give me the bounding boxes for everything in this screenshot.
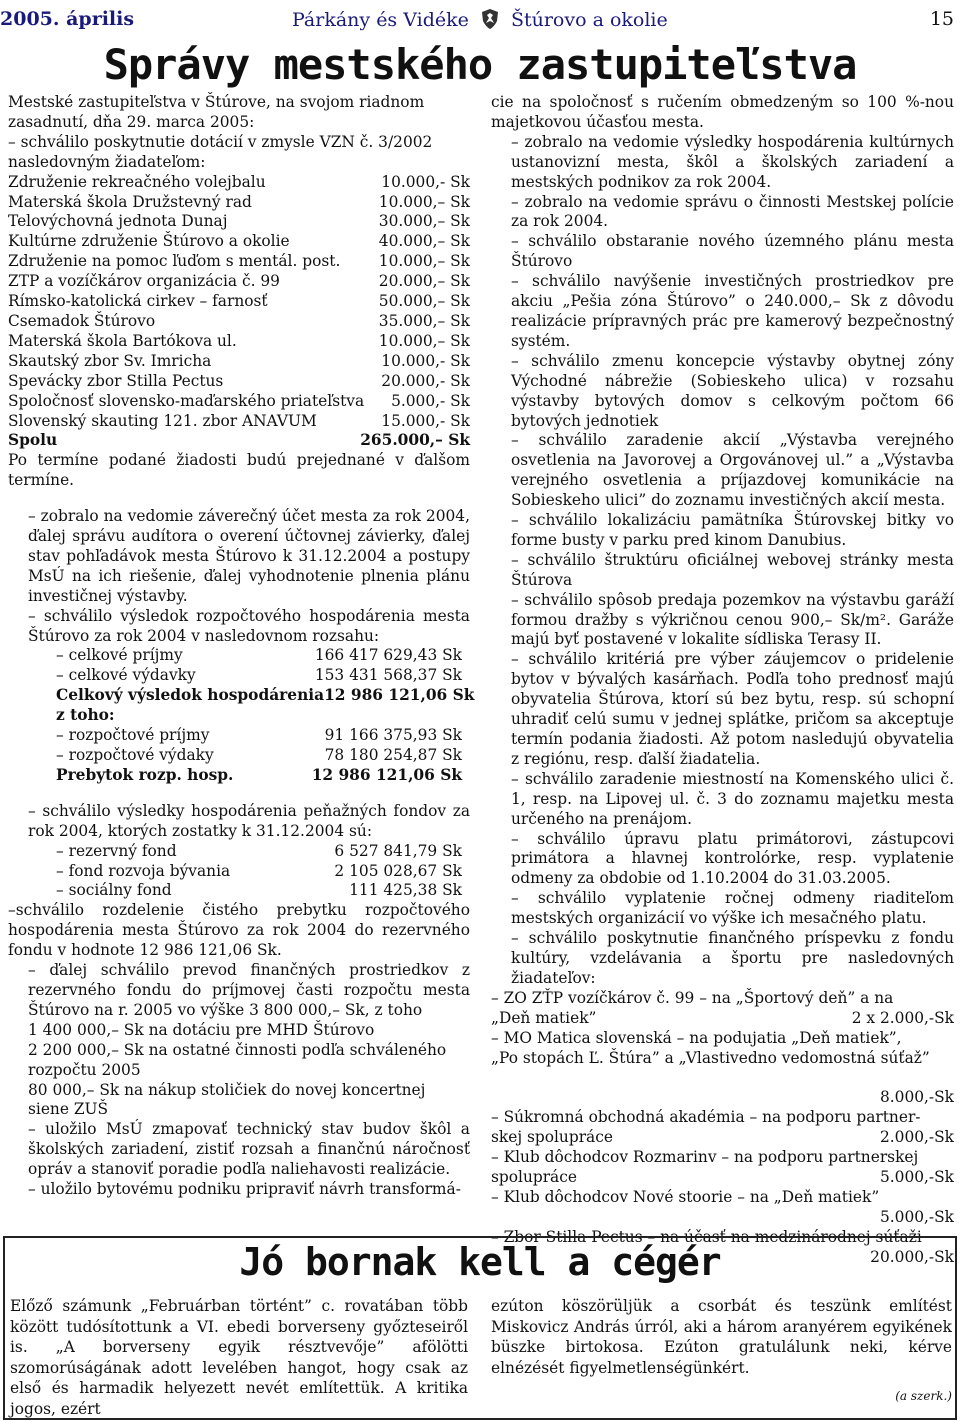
grant-amount: 8.000,-Sk xyxy=(879,1088,954,1107)
fund-row xyxy=(8,862,470,882)
budget-label: – rozpočtové výdaky xyxy=(56,746,214,764)
fund-row xyxy=(8,842,470,862)
resolution-paragraph: – schválilo kritériá pre výber záujemcov o pridelenie bytov v bývalých kasárňach. Podľa toho prednosť majú obyvatelia Štúrova, ktorí sú bez bytu, resp. sú schopní uhradiť celú sumu v jednej splátke, pričom sa akceptuje termín podania žiadosti. Až potom nasledujú obyvatelia z regiónu, resp. ďalší žiadatelia. xyxy=(511,650,954,768)
paragraph: 2 200 000,– Sk na ostatné činnosti podľa schváleného rozpočtu 2005 xyxy=(28,1040,447,1079)
grants-total: Spolu 265.000,– Sk xyxy=(8,431,470,450)
paragraph: – uložilo bytovému podniku pripraviť návrh transformá- xyxy=(28,1180,461,1199)
budget-table xyxy=(8,646,475,785)
article-title: Správy mestského zastupiteľstva xyxy=(103,40,857,89)
budget-label: z toho: xyxy=(56,706,115,725)
grant-row xyxy=(8,292,470,312)
grants-table xyxy=(8,173,470,432)
grant-row xyxy=(8,232,470,252)
after-note: Po termíne podané žiadosti budú prejednané v ďalšom termíne. xyxy=(8,451,470,490)
grant-amount: 10.000,- Sk xyxy=(381,172,470,191)
grant-row xyxy=(8,312,470,332)
paragraph: – schválilo výsledky hospodárenia peňažných fondov za rok 2004, ktorých zostatky k 31.12.2004 sú: xyxy=(28,801,470,840)
signature: (a szerk.) xyxy=(895,1389,952,1404)
resolution-paragraph: – schválilo obstaranie nového územného plánu mesta Štúrovo xyxy=(511,232,954,271)
resolution-paragraph: – schválilo zaradenie miestností na Komenského ulici č. 1, resp. na Lipovej ul. č. 3 do zoznamu majetku mesta určeného na prenájom. xyxy=(511,769,954,828)
fund-label: – rezervný fond xyxy=(56,841,177,860)
grant-amount: 5.000,-Sk xyxy=(879,1207,954,1226)
grant-line: „Po stopách Ľ. Štúra” a „Vlastivedno vedomostná súťaž” xyxy=(491,1048,930,1067)
paragraph: 1 400 000,– Sk na dotáciu pre MHD Štúrovo xyxy=(28,1020,375,1039)
budget-row xyxy=(8,766,470,786)
fund-label: – sociálny fond xyxy=(56,881,172,900)
grant-amount: 10.000,- Sk xyxy=(381,351,470,370)
grant-name: Združenie na pomoc ľuďom s mentál. post. xyxy=(8,252,341,271)
grant-line: skej spolupráce 2.000,-Sk xyxy=(491,1128,954,1147)
paragraph: 80 000,– Sk na nákup stoličiek do novej koncertnej siene ZUŠ xyxy=(28,1080,426,1119)
paragraph: –schválilo rozdelenie čistého prebytku rozpočtového hospodárenia mesta Štúrovo za rok 2004 do rezervného fondu v hodnote 12 986 121,06 Sk. xyxy=(8,901,470,960)
budget-row xyxy=(8,706,470,726)
grant-amount: 10.000,– Sk xyxy=(378,192,470,211)
grant-row xyxy=(8,332,470,352)
grant-line: – Klub dôchodcov Nové stoorie – na „Deň matiek” xyxy=(491,1187,880,1206)
intro-block xyxy=(8,93,470,173)
column-right xyxy=(491,93,954,1268)
page-header xyxy=(0,0,960,36)
grant-amount: 10.000,– Sk xyxy=(378,252,470,271)
fund-row xyxy=(8,881,470,901)
grant-name: Slovenský skauting 121. zbor ANAVUM xyxy=(8,411,317,430)
budget-value: 12 986 121,06 Sk xyxy=(311,765,462,784)
grant-line: – ZO ZŤP vozíčkárov č. 99 – na „Športový deň” a na xyxy=(491,988,894,1007)
grant-amount: 35.000,– Sk xyxy=(378,311,470,330)
grant-row xyxy=(8,252,470,272)
grant-line: spolupráce 5.000,-Sk xyxy=(491,1168,954,1187)
column-left xyxy=(8,93,475,1200)
box-text-left: Előző számunk „Februárban történt” c. rovatában több között tudósítottunk a VI. ebedi borverseny győzteseiről is. „A borverseny egyik résztvevője” afölötti szomorúságának adott levelében hangot, hogy csak az első és harmadik helyezett nevét említettük. A kritika jogos, ezért xyxy=(10,1297,468,1418)
grant-name: Rímsko-katolická cirkev – farnosť xyxy=(8,292,268,311)
grant-name: Skautský zbor Sv. Imricha xyxy=(8,351,212,370)
grant-line: – MO Matica slovenská – na podujatia „Deň matiek”, xyxy=(491,1028,902,1047)
intro-line: zasadnutí, dňa 29. marca 2005: xyxy=(8,112,255,131)
funds-table xyxy=(8,842,470,902)
page-number: 15 xyxy=(929,8,954,30)
grant-amount: 20.000,- Sk xyxy=(381,371,470,390)
grant-line: – Zbor Stilla Pectus – na účasť na medzinárodnej súťaži xyxy=(491,1227,922,1246)
grant-amount: 5.000,- Sk xyxy=(391,391,470,410)
grant-row xyxy=(8,392,470,412)
grant-name: Združenie rekreačného volejbalu xyxy=(8,172,266,191)
budget-row xyxy=(8,666,470,686)
grant-name: Kultúrne združenie Štúrovo a okolie xyxy=(8,232,290,251)
budget-value: 91 166 375,93 Sk xyxy=(324,726,462,745)
grant-name: Telovýchovná jednota Dunaj xyxy=(8,212,228,231)
resolution-paragraph: – schválilo lokalizáciu pamätníka Štúrovskej bitky vo forme busty v parku pred kinom Danubius. xyxy=(511,511,954,549)
intro-line: Mestské zastupiteľstva v Štúrove, na svojom riadnom xyxy=(8,93,425,111)
fund-value: 2 105 028,67 Sk xyxy=(334,861,462,880)
coat-of-arms-icon xyxy=(479,8,501,30)
grant-name: Materská škola Družstevný rad xyxy=(8,192,252,211)
fund-label: – fond rozvoja bývania xyxy=(56,861,231,880)
budget-label: – rozpočtové príjmy xyxy=(56,726,210,745)
fund-value: 111 425,38 Sk xyxy=(349,881,462,900)
grant-amount: 50.000,– Sk xyxy=(378,292,470,311)
grant-amount: 10.000,– Sk xyxy=(378,331,470,350)
publication-name-hu: Párkány és Vidéke xyxy=(292,9,469,31)
budget-label: – celkové výdavky xyxy=(56,666,196,685)
resolution-paragraph: – schválilo vyplatenie ročnej odmeny riaditeľom mestských organizácií vo výške ich mesačného platu. xyxy=(511,889,954,928)
grant-row xyxy=(8,372,470,392)
grant-name: Spoločnosť slovensko-maďarského priateľstva xyxy=(8,391,365,410)
grant-name: Csemadok Štúrovo xyxy=(8,311,156,330)
budget-row xyxy=(8,726,470,746)
resolution-paragraph: – schválilo spôsob predaja pozemkov na výstavbu garáží formou dražby s výkričnou cenou 900,– Sk/m². Garáže majú byť postavené v lokalite sídliska Terasy II. xyxy=(511,590,954,649)
budget-label: Prebytok rozp. hosp. xyxy=(56,765,234,784)
budget-value: 166 417 629,43 Sk xyxy=(314,646,462,665)
budget-row xyxy=(8,746,470,766)
header-publication xyxy=(292,8,668,31)
budget-value: 12 986 121,06 Sk xyxy=(324,686,475,705)
grant-amount: 40.000,– Sk xyxy=(378,232,470,251)
budget-row xyxy=(8,686,475,706)
grant-name: Spevácky zbor Stilla Pectus xyxy=(8,371,224,390)
paragraph: – schválilo výsledok rozpočtového hospodárenia mesta Štúrovo za rok 2004 v nasledovnom rozsahu: xyxy=(28,606,470,645)
paragraph: – uložilo MsÚ zmapovať technický stav budov škôl a školských zariadení, zistiť rozsah a finančnú náročnosť opráv a stanoviť poradie podľa naliehavosti realizácie. xyxy=(28,1120,470,1179)
grant-amount: 20.000,-Sk xyxy=(870,1247,954,1266)
resolution-paragraph: – schválilo zaradenie akcií „Výstavba verejného osvetlenia na Javorovej a Orgovánovej ul.” a „Výstavba verejného osvetlenia a príjazdovej komunikácie na Sobieskeho ulici” do zoznamu investičných akcií mesta. xyxy=(511,431,954,510)
grant-row xyxy=(8,352,470,372)
grant-name: Materská škola Bartókova ul. xyxy=(8,331,237,350)
issue-date: 2005. április xyxy=(0,8,135,30)
grant-amount: 30.000,– Sk xyxy=(378,212,470,231)
grant-line: – Súkromná obchodná akadémia – na podporu partner- xyxy=(491,1108,921,1127)
box-text-right: ezúton köszörüljük a csorbát és teszünk említést Miskovicz András úrról, aki a három aranyérem egyikének büszke birtokosa. Ezúton gratulálunk neki, kérve elnézését figyelmetlenségünkért. (a szerk.) xyxy=(491,1296,952,1407)
fund-value: 6 527 841,79 Sk xyxy=(334,841,462,860)
grant-row xyxy=(8,193,470,213)
resolution-paragraph: – schválilo poskytnutie finančného príspevku z fondu kultúry, vzdelávania a športu pre nasledovných žiadateľov: xyxy=(511,929,954,987)
grant-row xyxy=(8,212,470,232)
grant-amount: 15.000,- Sk xyxy=(381,411,470,430)
grant-row xyxy=(8,272,470,292)
resolution-paragraph: cie na spoločnosť s ručením obmedzeným so 100 %-nou majetkovou účasťou mesta. xyxy=(491,93,954,131)
grant-name: ZTP a vozíčkárov organizácia č. 99 xyxy=(8,272,280,291)
grant-row xyxy=(8,412,470,432)
paragraph: – zobralo na vedomie záverečný účet mesta za rok 2004, ďalej správu audítora o overení účtovnej závierky, ďalej stav pohľadávok mesta Štúrovo k 31.12.2004 a postupy MsÚ na ich riešenie, ďalej vyhodnotenie plnenia plánu investičnej výstavby. xyxy=(28,507,470,605)
intro-line: nasledovným žiadateľom: xyxy=(8,152,206,171)
intro-line: – schválilo poskytnutie dotácií v zmysle VZN č. 3/2002 xyxy=(8,132,433,151)
budget-value: 78 180 254,87 Sk xyxy=(324,746,462,764)
budget-label: – celkové príjmy xyxy=(56,646,183,665)
resolution-paragraph: – schválilo zmenu koncepcie výstavby obytnej zóny Východné nábrežie (Sobieskeho ulica) v rozsahu výstavby bytových domov s celkovým počtom 66 bytových jednotiek xyxy=(511,351,954,430)
resolution-paragraph: – schválilo úpravu platu primátorovi, zástupcovi primátora a hlavnej kontrolórke, resp. vyplatenie odmeny za obdobie od 1.10.2004 do 31.03.2005. xyxy=(511,829,954,888)
resolutions-list xyxy=(491,93,954,989)
grant-amount: 20.000,– Sk xyxy=(378,272,470,291)
publication-name-sk: Štúrovo a okolie xyxy=(510,9,668,31)
grant-line: „Deň matiek” 2 x 2.000,-Sk xyxy=(491,1008,954,1027)
resolution-paragraph: – schválilo navýšenie investičných prostriedkov pre akciu „Pešia zóna Štúrovo” o 240.000,– Sk z dôvodu realizácie prípravných prác pre kamerový bezpečnostný systém. xyxy=(511,272,954,350)
grant-row xyxy=(8,173,470,193)
budget-label: Celkový výsledok hospodárenia xyxy=(56,686,325,705)
box-title: Jó bornak kell a cégér xyxy=(239,1240,721,1284)
grant-line: – Klub dôchodcov Rozmarinv – na podporu partnerskej xyxy=(491,1148,919,1167)
paragraph: – ďalej schválilo prevod finančných prostriedkov z rezervného fondu do príjmovej časti rozpočtu mesta Štúrovo na r. 2005 vo výške 3 800 000,– Sk, z toho xyxy=(28,961,470,1019)
resolution-paragraph: – zobralo na vedomie správu o činnosti Mestskej polície za rok 2004. xyxy=(511,192,954,231)
resolution-paragraph: – schválilo štruktúru oficiálnej webovej stránky mesta Štúrova xyxy=(511,550,954,589)
resolution-paragraph: – zobralo na vedomie výsledky hospodárenia kultúrnych ustanovizní mesta, škôl a školských zariadení a mestských podnikov za rok 2004. xyxy=(511,132,954,191)
budget-row xyxy=(8,646,470,666)
budget-value: 153 431 568,37 Sk xyxy=(314,666,462,685)
